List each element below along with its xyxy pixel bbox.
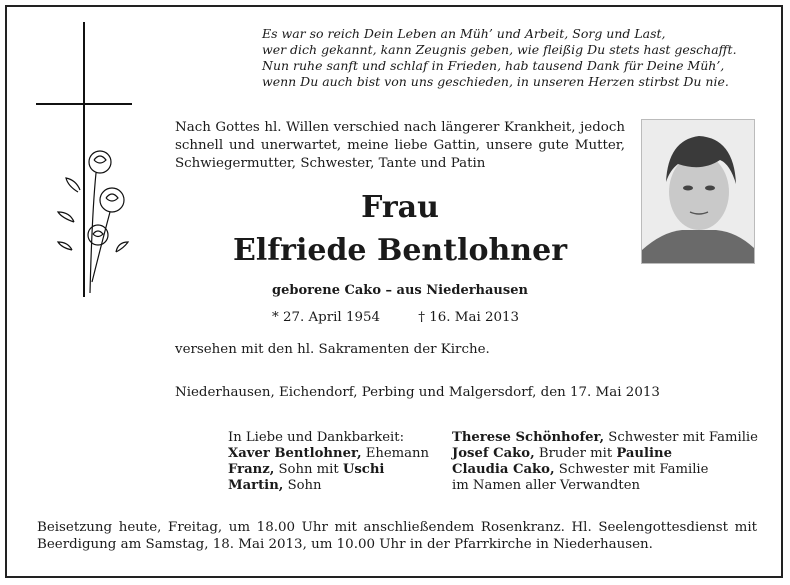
sacraments-note: versehen mit den hl. Sakramenten der Kirche. [175, 342, 490, 357]
mourner-line [228, 446, 429, 462]
mourners-left [228, 430, 429, 494]
title-honorific: Frau [361, 190, 439, 225]
poem-line: Es war so reich Dein Leben an Müh’ und Arbeit, Sorg und Last, [262, 26, 666, 41]
mourner-relation: Sohn [283, 478, 322, 493]
portrait-photo [641, 119, 755, 264]
mourner-line [228, 478, 429, 494]
mourner-name: Claudia Cako, [452, 462, 555, 477]
mourner-line [452, 430, 758, 446]
mourner-name: Martin, [228, 478, 284, 493]
poem-line: Nun ruhe sanft und schlaf in Frieden, hab tausend Dank für Deine Müh’, [262, 58, 725, 73]
mourner-relation: Schwester mit Familie [554, 462, 709, 477]
mourner-line [228, 462, 429, 478]
mourner-relation: Bruder mit [534, 446, 617, 461]
birth-date: * 27. April 1954 [272, 310, 381, 325]
mourner-name: Pauline [616, 446, 673, 461]
mourner-relation: Ehemann [361, 446, 430, 461]
mourner-name: Uschi [342, 462, 385, 477]
mourner-name: Therese Schönhofer, [452, 430, 605, 445]
intro-text: Nach Gottes hl. Willen verschied nach längerer Krankheit, jedoch schnell und unerwartet, meine liebe Gattin, unsere gute Mutter, Schwiegermutter, Schwester, Tante und Patin [175, 120, 625, 171]
mourners-intro: In Liebe und Dankbarkeit: [228, 430, 405, 445]
mourner-name: Josef Cako, [452, 446, 535, 461]
maiden-name-origin: geborene Cako – aus Niederhausen [272, 283, 528, 298]
life-dates [272, 310, 519, 325]
mourner-line: im Namen aller Verwandten [452, 478, 641, 493]
mourner-line [452, 462, 758, 478]
mourner-name: Xaver Bentlohner, [228, 446, 362, 461]
mourners-right [452, 430, 758, 494]
mourner-relation: Schwester mit Familie [604, 430, 758, 445]
poem-line: wer dich gekannt, kann Zeugnis geben, wie fleißig Du stets hast geschafft. [262, 42, 737, 57]
cross-with-roses-icon [36, 22, 136, 302]
mourner-name: Franz, [228, 462, 275, 477]
poem-line: wenn Du auch bist von uns geschieden, in unseren Herzen stirbst Du nie. [262, 74, 729, 89]
death-date: † 16. Mai 2013 [418, 310, 520, 325]
deceased-name: Elfriede Bentlohner [233, 233, 567, 268]
poem [262, 26, 762, 90]
mourner-line [452, 446, 758, 462]
funeral-details: Beisetzung heute, Freitag, um 18.00 Uhr mit anschließendem Rosenkranz. Hl. Seelengottesdienst mit Beerdigung am Samstag, 18. Mai 2013, um 10.00 Uhr in der Pfarrkirche in Niederhausen. [37, 520, 757, 552]
place-and-date: Niederhausen, Eichendorf, Perbing und Malgersdorf, den 17. Mai 2013 [175, 385, 660, 400]
mourner-relation: Sohn mit [274, 462, 343, 477]
